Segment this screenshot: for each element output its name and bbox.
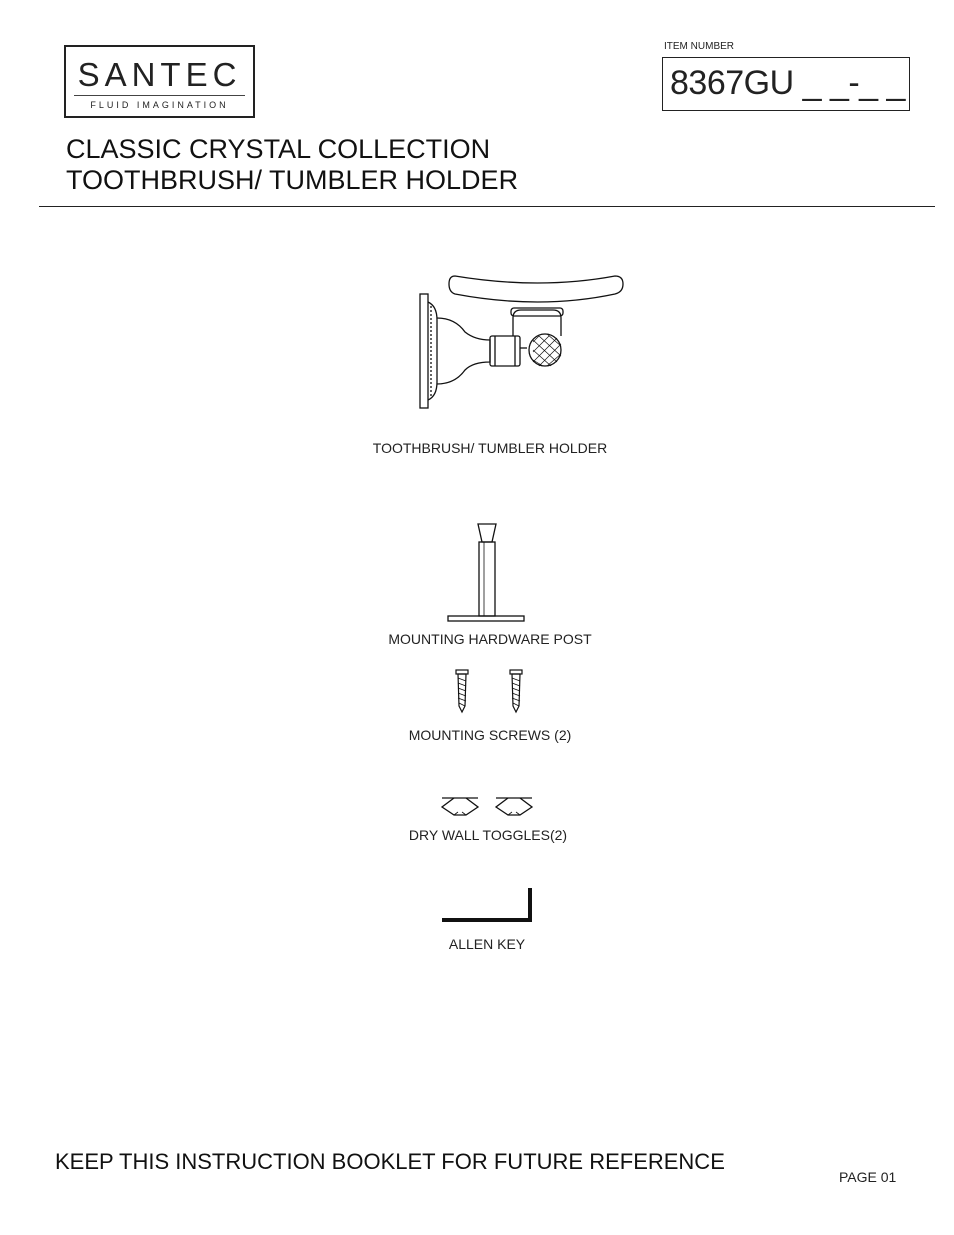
logo-tagline: FLUID IMAGINATION <box>90 100 229 110</box>
page-number: PAGE 01 <box>839 1169 897 1185</box>
toggle-right <box>496 798 532 815</box>
part-label-post: MOUNTING HARDWARE POST <box>388 631 592 647</box>
logo-name: SANTEC <box>77 56 242 93</box>
header-divider <box>39 206 935 207</box>
brand-logo <box>64 45 255 118</box>
part-label-holder: TOOTHBRUSH/ TUMBLER HOLDER <box>372 440 608 456</box>
page-title <box>66 134 518 196</box>
screw-right <box>510 670 522 712</box>
footer-reference-note: KEEP THIS INSTRUCTION BOOKLET FOR FUTURE REFERENCE <box>55 1149 725 1174</box>
title-line-collection: CLASSIC CRYSTAL COLLECTION <box>66 134 491 164</box>
item-number-box <box>662 57 910 111</box>
logo-divider <box>74 95 245 96</box>
toggle-left <box>442 798 478 815</box>
part-label-allen-key: ALLEN KEY <box>448 936 526 952</box>
screw-left <box>456 670 468 712</box>
part-label-screws: MOUNTING SCREWS (2) <box>408 727 572 743</box>
title-line-product: TOOTHBRUSH/ TUMBLER HOLDER <box>66 165 519 195</box>
item-number-label: ITEM NUMBER <box>664 41 734 52</box>
toothbrush-tumbler-holder-drawing <box>415 270 630 415</box>
screw-drawing <box>454 668 524 714</box>
allen-key-drawing <box>440 886 536 926</box>
mounting-post-drawing <box>446 522 526 624</box>
toggle-drawing <box>440 795 536 819</box>
part-label-toggles: DRY WALL TOGGLES(2) <box>408 827 568 843</box>
item-number-value: 8367GU _ _-_ _ <box>670 64 905 102</box>
